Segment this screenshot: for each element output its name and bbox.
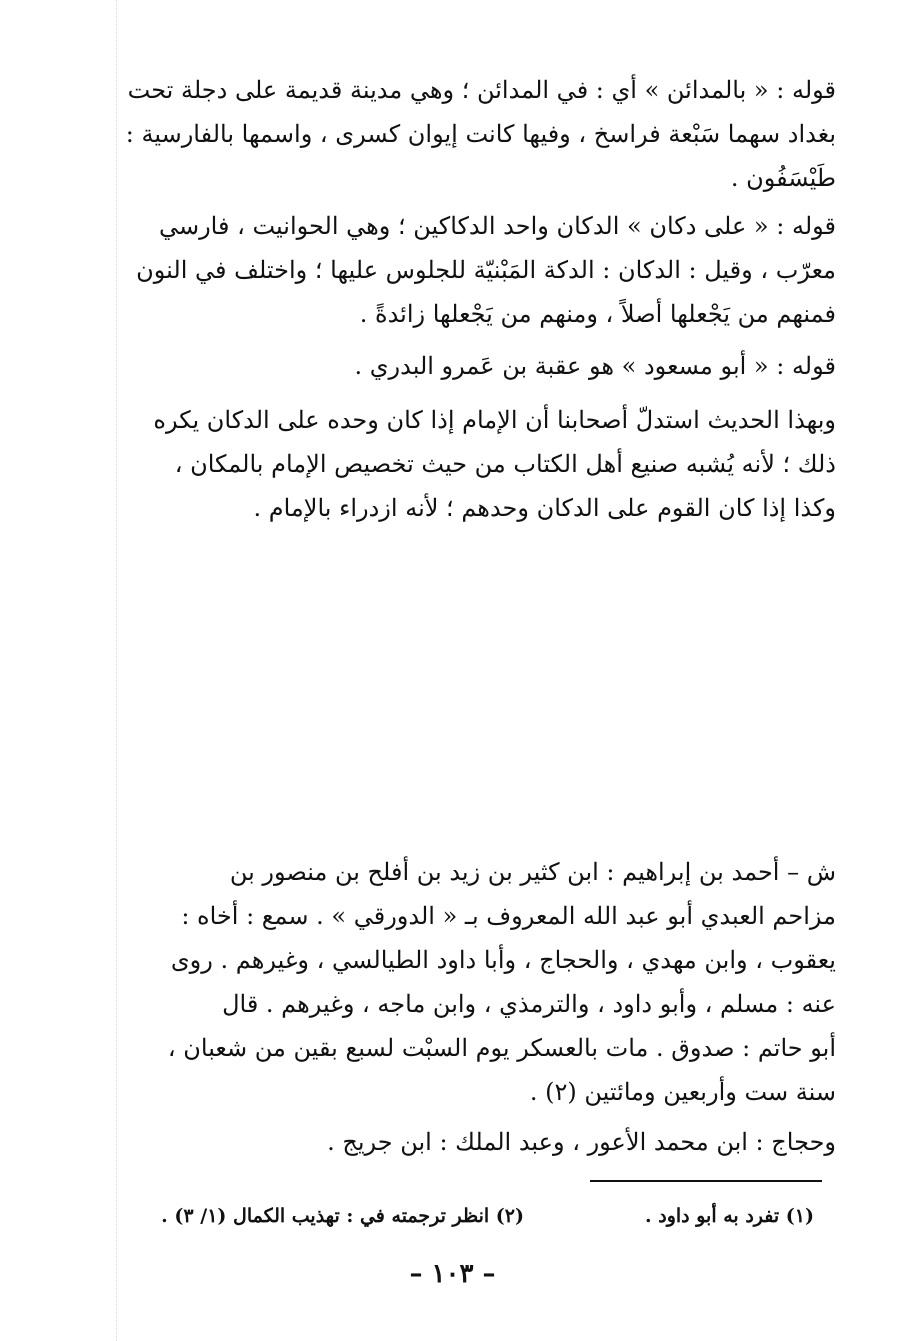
text-line: وبهذا الحديث استدلّ أصحابنا أن الإمام إذا كان وحده على الدكان يكره	[153, 406, 836, 434]
footnotes	[124, 1196, 824, 1236]
text-line: مزاحم العبدي أبو عبد الله المعروف بـ « الدورقي » . سمع : أخاه :	[181, 902, 836, 930]
text-line: وحجاج : ابن محمد الأعور ، وعبد الملك : ابن جريج .	[327, 1128, 836, 1156]
commentary-paragraph-ruling	[124, 398, 836, 530]
hadith-line	[124, 800, 836, 844]
commentary-paragraph-abu-masud	[124, 344, 836, 388]
text-line: أبو حاتم : صدوق . مات بالعسكر يوم السبْت لسبع بقين من شعبان ،	[167, 1034, 836, 1062]
text-line: طَيْسَفُون .	[730, 164, 836, 192]
text-line: قوله : « أبو مسعود » هو عقبة بن عَمرو البدري .	[354, 352, 836, 380]
text-line: قوله : « على دكان » الدكان واحد الدكاكين ؛ وهي الحوانيت ، فارسي	[158, 212, 836, 240]
text-line: عنه : مسلم ، وأبو داود ، والترمذي ، وابن ماجه ، وغيرهم . قال	[222, 990, 836, 1018]
text-line: سنة ست وأربعين ومائتين (٢) .	[529, 1078, 836, 1106]
text-line: بغداد سهما سَبْعة فراسخ ، وفيها كانت إيوان كسرى ، واسمها بالفارسية :	[125, 120, 836, 148]
text-line: يعقوب ، وابن مهدي ، والحجاج ، وأبا داود الطيالسي ، وغيرهم . روى	[170, 946, 836, 974]
hadith-579	[124, 536, 836, 844]
text-line: ذلك ؛ لأنه يُشبه صنيع أهل الكتاب من حيث تخصيص الإمام بالمكان ،	[174, 450, 836, 478]
hadith-line	[124, 580, 836, 624]
footnote-divider	[590, 1180, 822, 1182]
hadith-line	[124, 756, 836, 800]
text-line: ش – أحمد بن إبراهيم : ابن كثير بن زيد بن أفلح بن منصور بن	[229, 858, 836, 886]
text-line: معرّب ، وقيل : الدكان : الدكة المَبْنيّة للجلوس عليها ؛ واختلف في النون	[136, 256, 836, 284]
hadith-line	[124, 536, 836, 580]
narrator-biography-paragraph	[124, 850, 836, 1114]
text-line: فمنهم من يَجْعلها أصلاً ، ومنهم من يَجْعلها زائدةً .	[359, 300, 836, 328]
scan-edge-shadow	[116, 0, 117, 1341]
footnote-1: (١) تفرد به أبو داود .	[645, 1205, 814, 1227]
footnote-2: (٢) انظر ترجمته في : تهذيب الكمال (١/ ٣) .	[161, 1205, 524, 1227]
page-number: – ١٠٣ –	[409, 1259, 496, 1289]
hadith-line	[124, 668, 836, 712]
hadith-line	[124, 624, 836, 668]
commentary-paragraph-madain	[124, 68, 836, 200]
narrator-identification-paragraph	[124, 1120, 836, 1164]
text-line: قوله : « بالمدائن » أي : في المدائن ؛ وهي مدينة قديمة على دجلة تحت	[127, 76, 836, 104]
hadith-line	[124, 712, 836, 756]
text-line: وكذا إذا كان القوم على الدكان وحدهم ؛ لأنه ازدراء بالإمام .	[253, 494, 836, 522]
commentary-paragraph-dukkan	[124, 204, 836, 336]
